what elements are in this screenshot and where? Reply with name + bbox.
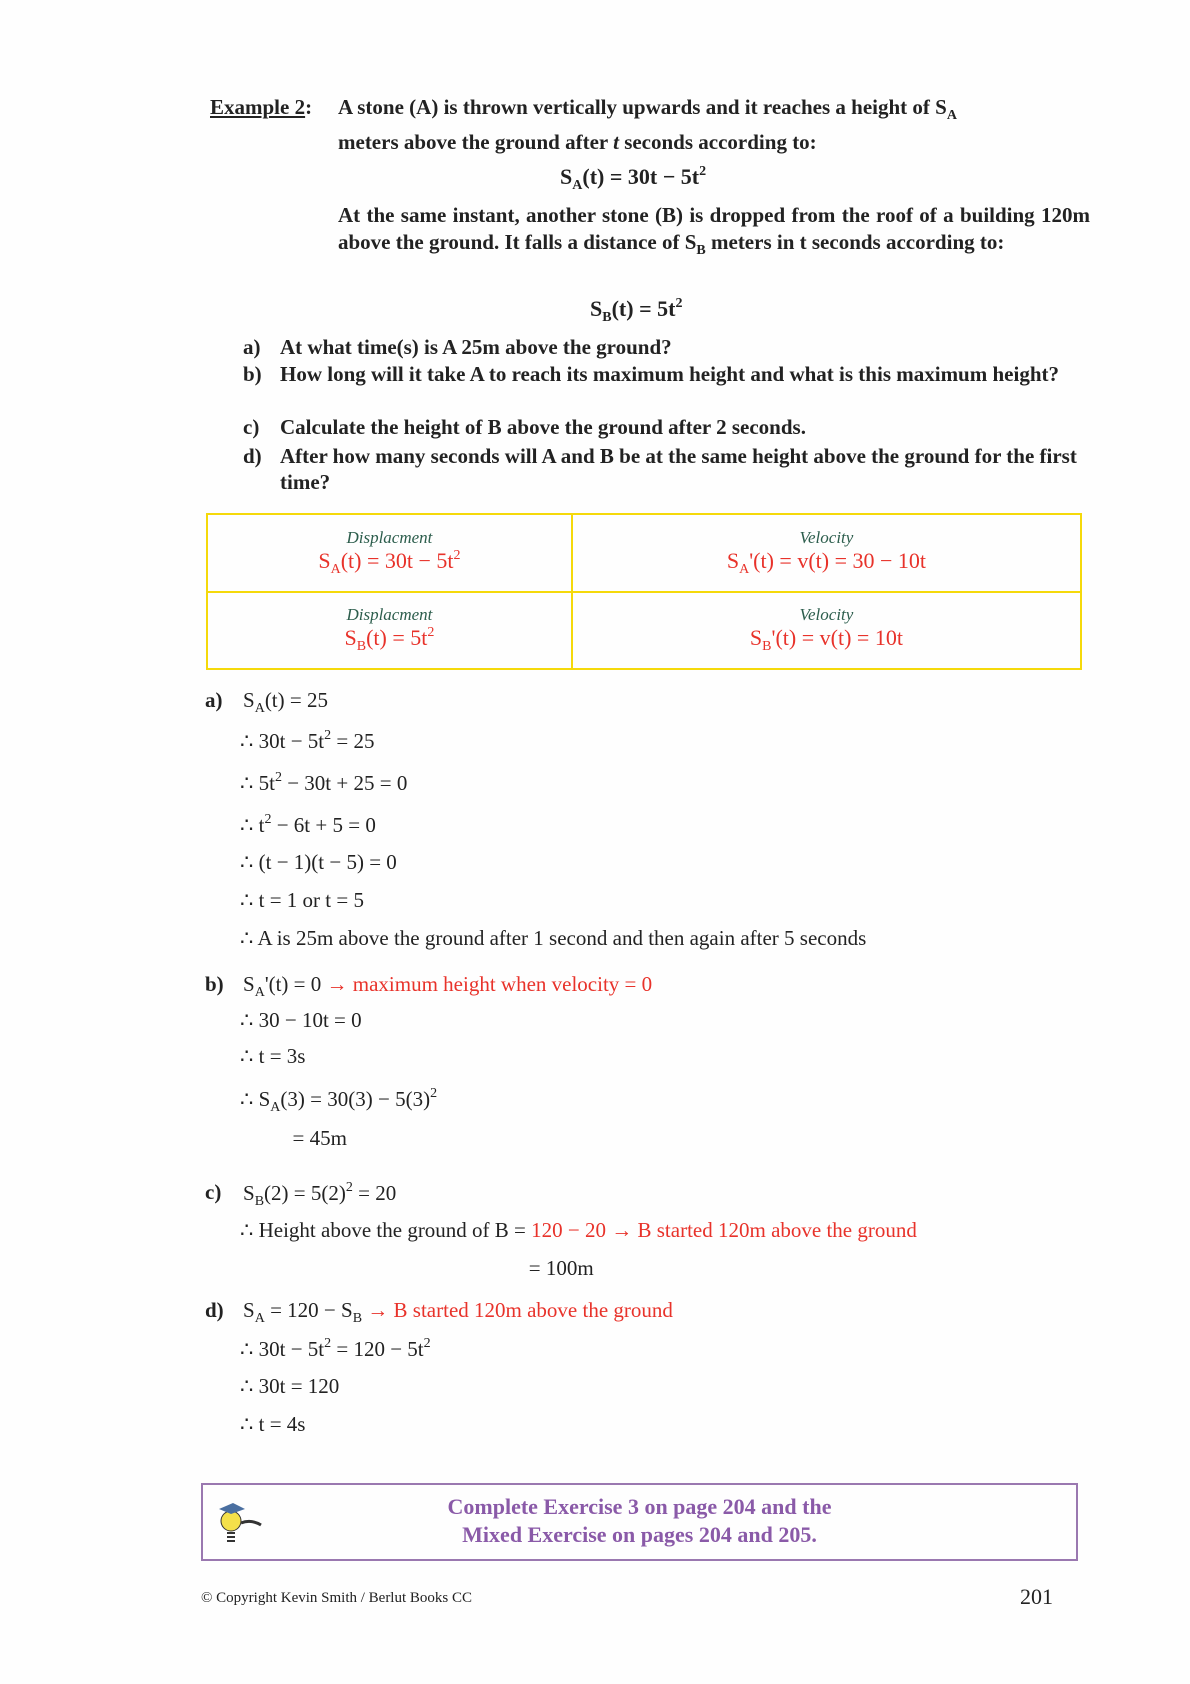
solution-line bbox=[240, 1086, 437, 1116]
superscript: 2 bbox=[345, 1180, 353, 1195]
equation-text: ∴ Height above the ground of B = bbox=[240, 1218, 532, 1242]
equation-text: ∴ t = 1 or t = 5 bbox=[240, 888, 364, 912]
equation-text: ∴ 30t − 5t bbox=[240, 729, 325, 753]
question-text: Calculate the height of B above the ground after 2 seconds. bbox=[280, 415, 806, 439]
formula-b bbox=[590, 290, 682, 331]
subscript: A bbox=[270, 1100, 281, 1115]
page-number: 201 bbox=[1020, 1584, 1053, 1609]
superscript: 2 bbox=[453, 547, 461, 563]
solution-line bbox=[240, 1256, 594, 1281]
question-text: How long will it take A to reach its maximum height and what is this maximum height? bbox=[280, 362, 1059, 386]
equation-text: S bbox=[243, 972, 255, 996]
equation-text: = 120 − 5t bbox=[331, 1337, 424, 1361]
equation-text: '(t) = 0 bbox=[264, 972, 322, 996]
solution-label: a) bbox=[205, 688, 223, 712]
equation-text: ∴ t bbox=[240, 813, 265, 837]
cell-equation bbox=[749, 625, 903, 655]
example-label: Example 2 bbox=[210, 95, 306, 119]
solution-line bbox=[240, 1336, 431, 1362]
subscript: A bbox=[254, 985, 265, 1000]
example-intro bbox=[210, 94, 1090, 155]
equation-text: → B started 120m above the ground bbox=[362, 1298, 673, 1322]
solution-line bbox=[240, 770, 407, 796]
table-cell bbox=[207, 514, 572, 592]
solution-line bbox=[240, 850, 397, 875]
solution-line bbox=[243, 688, 328, 717]
subscript: B bbox=[254, 1194, 265, 1209]
solution-line bbox=[243, 972, 652, 1001]
equation-text: (3) = 30(3) − 5(3) bbox=[280, 1087, 431, 1111]
equation-text: S bbox=[243, 688, 255, 712]
intro-t: t bbox=[613, 130, 619, 155]
equation-text: ∴ t = 3s bbox=[240, 1044, 306, 1068]
equation-text: (t) = 30t − 5t bbox=[340, 547, 454, 573]
equation-text: = 25 bbox=[331, 729, 375, 753]
equation-text: (t) = 25 bbox=[264, 688, 328, 712]
solution-line bbox=[240, 728, 374, 754]
solution-line bbox=[240, 1008, 362, 1033]
equation-text: = 20 bbox=[352, 1181, 397, 1205]
equation-text: ∴ t = 4s bbox=[240, 1412, 306, 1436]
equation-text: S bbox=[243, 1181, 255, 1205]
subscript: A bbox=[739, 561, 750, 577]
solution-line bbox=[240, 926, 866, 951]
subscript: A bbox=[330, 561, 341, 577]
question-label: a) bbox=[243, 335, 261, 359]
intro-line2b: seconds according to: bbox=[618, 130, 817, 155]
question-item bbox=[243, 361, 1083, 387]
question-text: At what time(s) is A 25m above the ground? bbox=[280, 335, 672, 359]
cell-caption: Displacment bbox=[346, 605, 433, 625]
solution-line bbox=[240, 1126, 347, 1151]
equation-text: = 120 − S bbox=[264, 1298, 353, 1322]
exercise-box bbox=[201, 1483, 1078, 1561]
equation-text: '(t) = v(t) = 10t bbox=[771, 625, 903, 651]
question-label: c) bbox=[243, 415, 260, 439]
solution-line bbox=[240, 888, 364, 913]
cell-caption: Velocity bbox=[799, 527, 854, 547]
equation-text: S bbox=[726, 547, 740, 573]
superscript: 2 bbox=[324, 1336, 332, 1351]
solution-line bbox=[240, 1044, 305, 1069]
equation-text: ∴ (t − 1)(t − 5) = 0 bbox=[240, 850, 397, 874]
intro-sub: A bbox=[946, 108, 957, 124]
superscript: 2 bbox=[699, 164, 707, 179]
cell-equation bbox=[318, 547, 461, 577]
equation-text: S bbox=[590, 296, 603, 321]
cell-equation bbox=[726, 547, 927, 577]
equation-text: = 45m bbox=[240, 1126, 347, 1150]
equation-text: S bbox=[318, 547, 331, 573]
table-cell bbox=[207, 592, 572, 670]
superscript: 2 bbox=[423, 1336, 431, 1351]
question-item bbox=[243, 414, 1083, 440]
superscript: 2 bbox=[274, 770, 282, 785]
equation-text: ∴ 30t = 120 bbox=[240, 1374, 340, 1398]
intro-line1: A stone (A) is thrown vertically upwards and it reaches a height of S bbox=[338, 95, 947, 119]
cell-equation bbox=[344, 625, 435, 655]
intro-line2: meters above the ground after bbox=[338, 130, 614, 155]
equation-text: S bbox=[749, 625, 763, 651]
solution-line bbox=[240, 1374, 339, 1399]
para-text: At the same instant, another stone (B) is dropped from the roof of a building 120m above the ground. It falls a distance of S bbox=[338, 203, 1090, 254]
solution-line bbox=[243, 1298, 673, 1327]
superscript: 2 bbox=[324, 728, 332, 743]
question-text: After how many seconds will A and B be at the same height above the ground for the first time? bbox=[280, 444, 1077, 494]
equation-text: − 30t + 25 = 0 bbox=[281, 771, 408, 795]
equation-text: 120 − 20 → B started 120m above the ground bbox=[531, 1218, 917, 1242]
formula-a bbox=[560, 158, 706, 199]
equation-text: S bbox=[243, 1298, 255, 1322]
superscript: 2 bbox=[427, 625, 435, 641]
equation-text: S bbox=[560, 164, 573, 189]
question-label: b) bbox=[243, 362, 262, 386]
equation-text: = 100m bbox=[240, 1256, 594, 1280]
copyright: © Copyright Kevin Smith / Berlut Books CC bbox=[201, 1590, 472, 1606]
subscript: B bbox=[356, 639, 367, 655]
table-cell bbox=[572, 592, 1081, 670]
equation-text: ∴ 30t − 5t bbox=[240, 1337, 325, 1361]
subscript: A bbox=[572, 178, 583, 193]
equation-text: ∴ S bbox=[240, 1087, 271, 1111]
superscript: 2 bbox=[264, 812, 272, 827]
question-item bbox=[243, 443, 1083, 495]
example-paragraph bbox=[338, 202, 1090, 264]
solution-label: b) bbox=[205, 972, 224, 996]
equation-text: ∴ 30 − 10t = 0 bbox=[240, 1008, 362, 1032]
solution-line bbox=[240, 812, 376, 838]
solution-line bbox=[243, 1180, 396, 1210]
equation-text: (t) = 30t − 5t bbox=[582, 164, 700, 189]
subscript: B bbox=[352, 1311, 363, 1326]
equation-text: (2) = 5(2) bbox=[264, 1181, 346, 1205]
subscript: B bbox=[762, 639, 772, 655]
question-label: d) bbox=[243, 444, 262, 468]
solution-line bbox=[240, 1218, 917, 1243]
equation-text: (t) = 5t bbox=[611, 296, 676, 321]
subscript: B bbox=[602, 310, 612, 325]
equation-text: ∴ 5t bbox=[240, 771, 275, 795]
colon: : bbox=[305, 95, 313, 119]
superscript: 2 bbox=[430, 1086, 438, 1101]
equation-text: S bbox=[344, 625, 357, 651]
cell-caption: Velocity bbox=[799, 605, 854, 625]
equation-text: → maximum height when velocity = 0 bbox=[321, 972, 653, 996]
equation-text: '(t) = v(t) = 30 − 10t bbox=[749, 547, 927, 573]
para-end: meters in t seconds according to: bbox=[705, 230, 1005, 254]
subscript: A bbox=[254, 701, 265, 716]
equation-text: ∴ A is 25m above the ground after 1 second and then again after 5 seconds bbox=[240, 926, 867, 950]
superscript: 2 bbox=[675, 296, 683, 311]
subscript: A bbox=[254, 1311, 265, 1326]
exercise-line2: Mixed Exercise on pages 204 and 205. bbox=[462, 1522, 817, 1547]
para-sub: B bbox=[696, 243, 706, 259]
table-cell bbox=[572, 514, 1081, 592]
question-item bbox=[243, 334, 1083, 360]
exercise-line1: Complete Exercise 3 on page 204 and the bbox=[447, 1494, 832, 1519]
equation-text: (t) = 5t bbox=[366, 625, 428, 651]
solution-label: d) bbox=[205, 1298, 224, 1322]
summary-table bbox=[206, 513, 1082, 670]
cell-caption: Displacment bbox=[346, 527, 433, 547]
equation-text: − 6t + 5 = 0 bbox=[271, 813, 376, 837]
solution-line bbox=[240, 1412, 305, 1437]
solution-label: c) bbox=[205, 1180, 222, 1204]
